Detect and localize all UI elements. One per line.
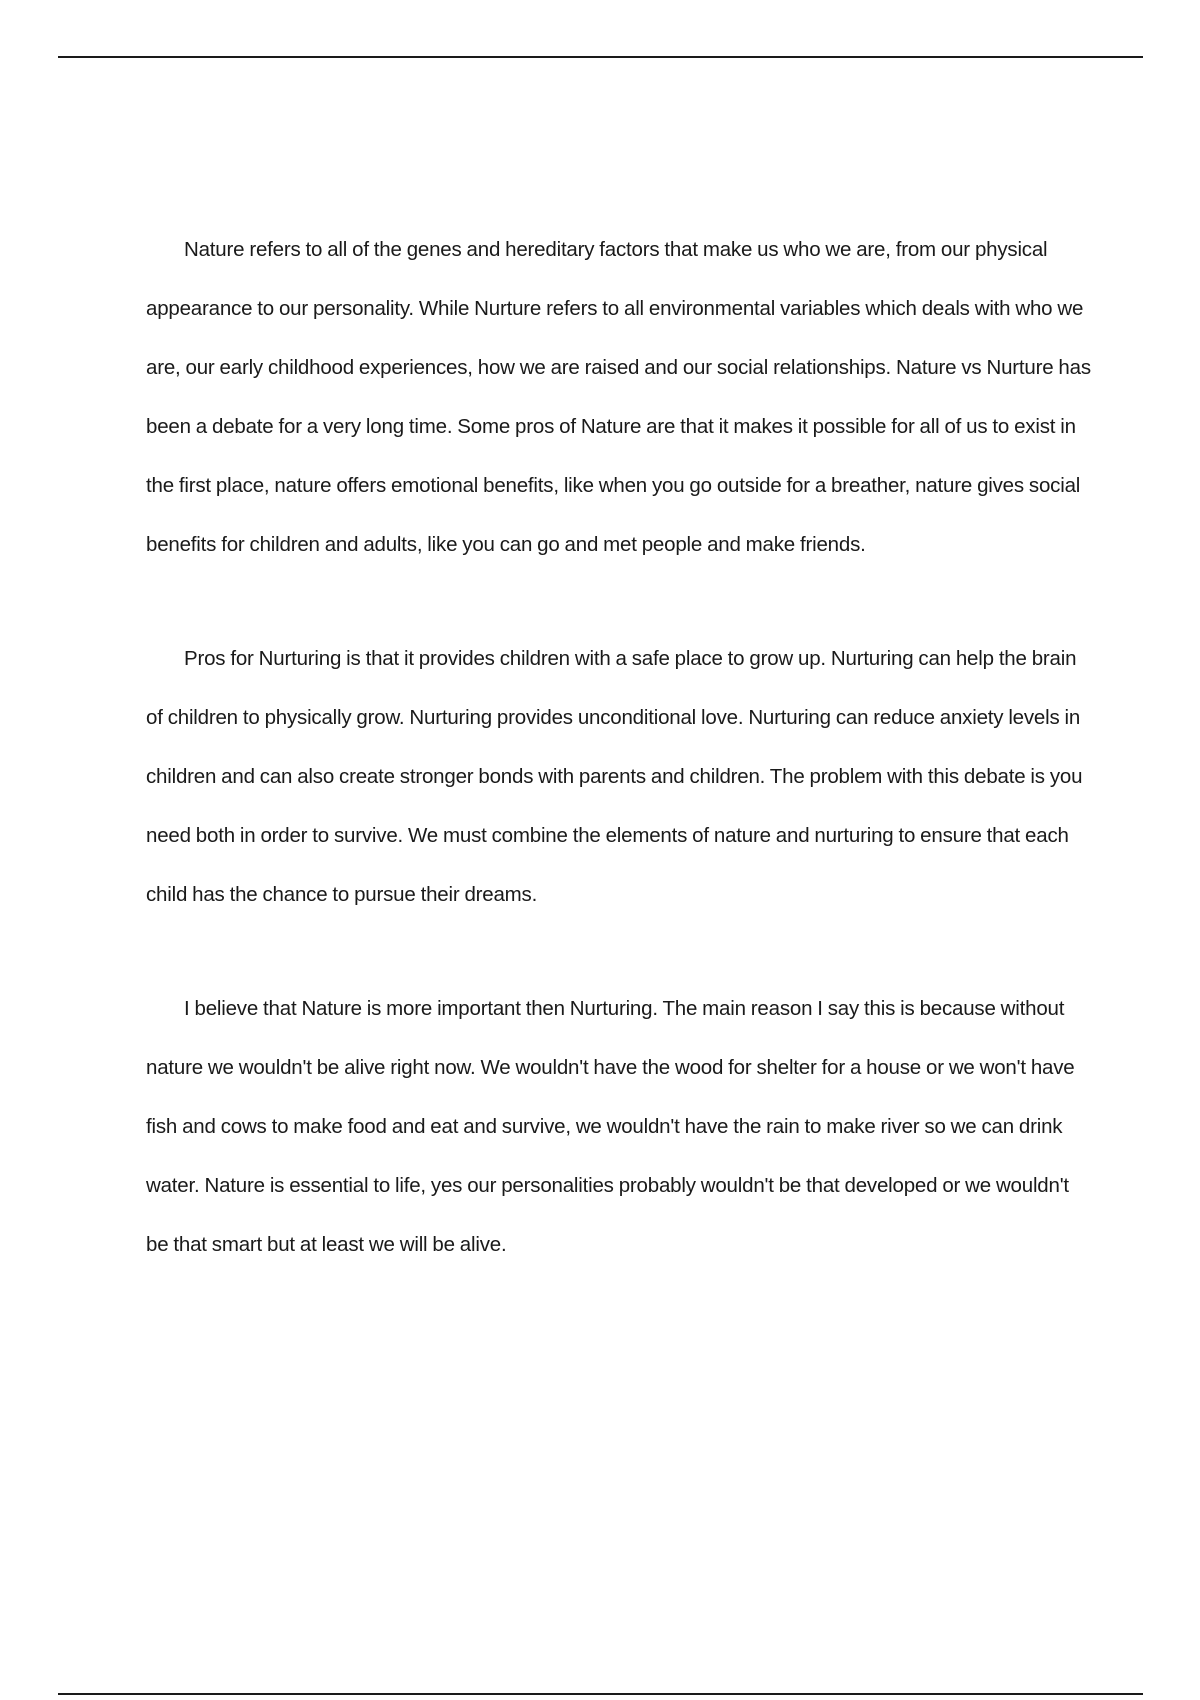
paragraph-2-line-5: the elements of nature and nurturing to ensure that each child has the chance to pursue their — [146, 824, 1069, 906]
paragraph-1-line-6: emotional benefits, like when you go outside for a breather, nature gives social benefits for — [146, 474, 1081, 556]
paragraph-2-line-3: can reduce anxiety levels in children and can also create stronger bonds with parents and — [146, 706, 1081, 788]
paragraph-3-line-3: for a house or we won't have fish and cows to make food and eat and survive, we wouldn't — [146, 1056, 1075, 1138]
document-body — [146, 220, 1096, 1274]
header-rule — [58, 56, 1143, 58]
paragraph-2-line-1: Pros for Nurturing is that it provides children with a safe place to grow up. Nurturing can — [184, 647, 951, 670]
paragraph-1-line-5: Nature are that it makes it possible for all of us to exist in the first place, nature offers — [146, 415, 1076, 497]
paragraph-2-line-2: help the brain of children to physically grow. Nurturing provides unconditional love. Nurturing — [146, 647, 1077, 729]
paragraph-1-line-3: which deals with who we are, our early childhood experiences, how we are raised and our — [146, 297, 1084, 379]
paragraph-1-line-4: social relationships. Nature vs Nurture has been a debate for a very long time. Some pros of — [146, 356, 1091, 438]
paragraph-3 — [146, 979, 1096, 1274]
paragraph-1-line-2: physical appearance to our personality. While Nurture refers to all environmental variables — [146, 238, 1048, 320]
paragraph-1 — [146, 220, 1096, 574]
paragraph-3-line-5: personalities probably wouldn't be that developed or we wouldn't be that smart but at least we — [146, 1174, 1069, 1256]
paragraph-2-line-4: children. The problem with this debate is you need both in order to survive. We must combine — [146, 765, 1083, 847]
paragraph-1-line-7: children and adults, like you can go and met people and make friends. — [249, 533, 866, 556]
paragraph-3-line-1: I believe that Nature is more important then Nurturing. The main reason I say this is — [184, 997, 915, 1020]
paragraph-2-line-6: dreams. — [464, 883, 538, 906]
paragraph-1-line-1: Nature refers to all of the genes and hereditary factors that make us who we are, from our — [184, 238, 970, 261]
paragraph-3-line-4: have the rain to make river so we can drink water. Nature is essential to life, yes our — [146, 1115, 1063, 1197]
paragraph-3-line-6: will be alive. — [399, 1233, 507, 1256]
footer-rule — [58, 1693, 1143, 1695]
paragraph-2 — [146, 629, 1096, 924]
paragraph-3-line-2: because without nature we wouldn't be alive right now. We wouldn't have the wood for shelter — [146, 997, 1065, 1079]
